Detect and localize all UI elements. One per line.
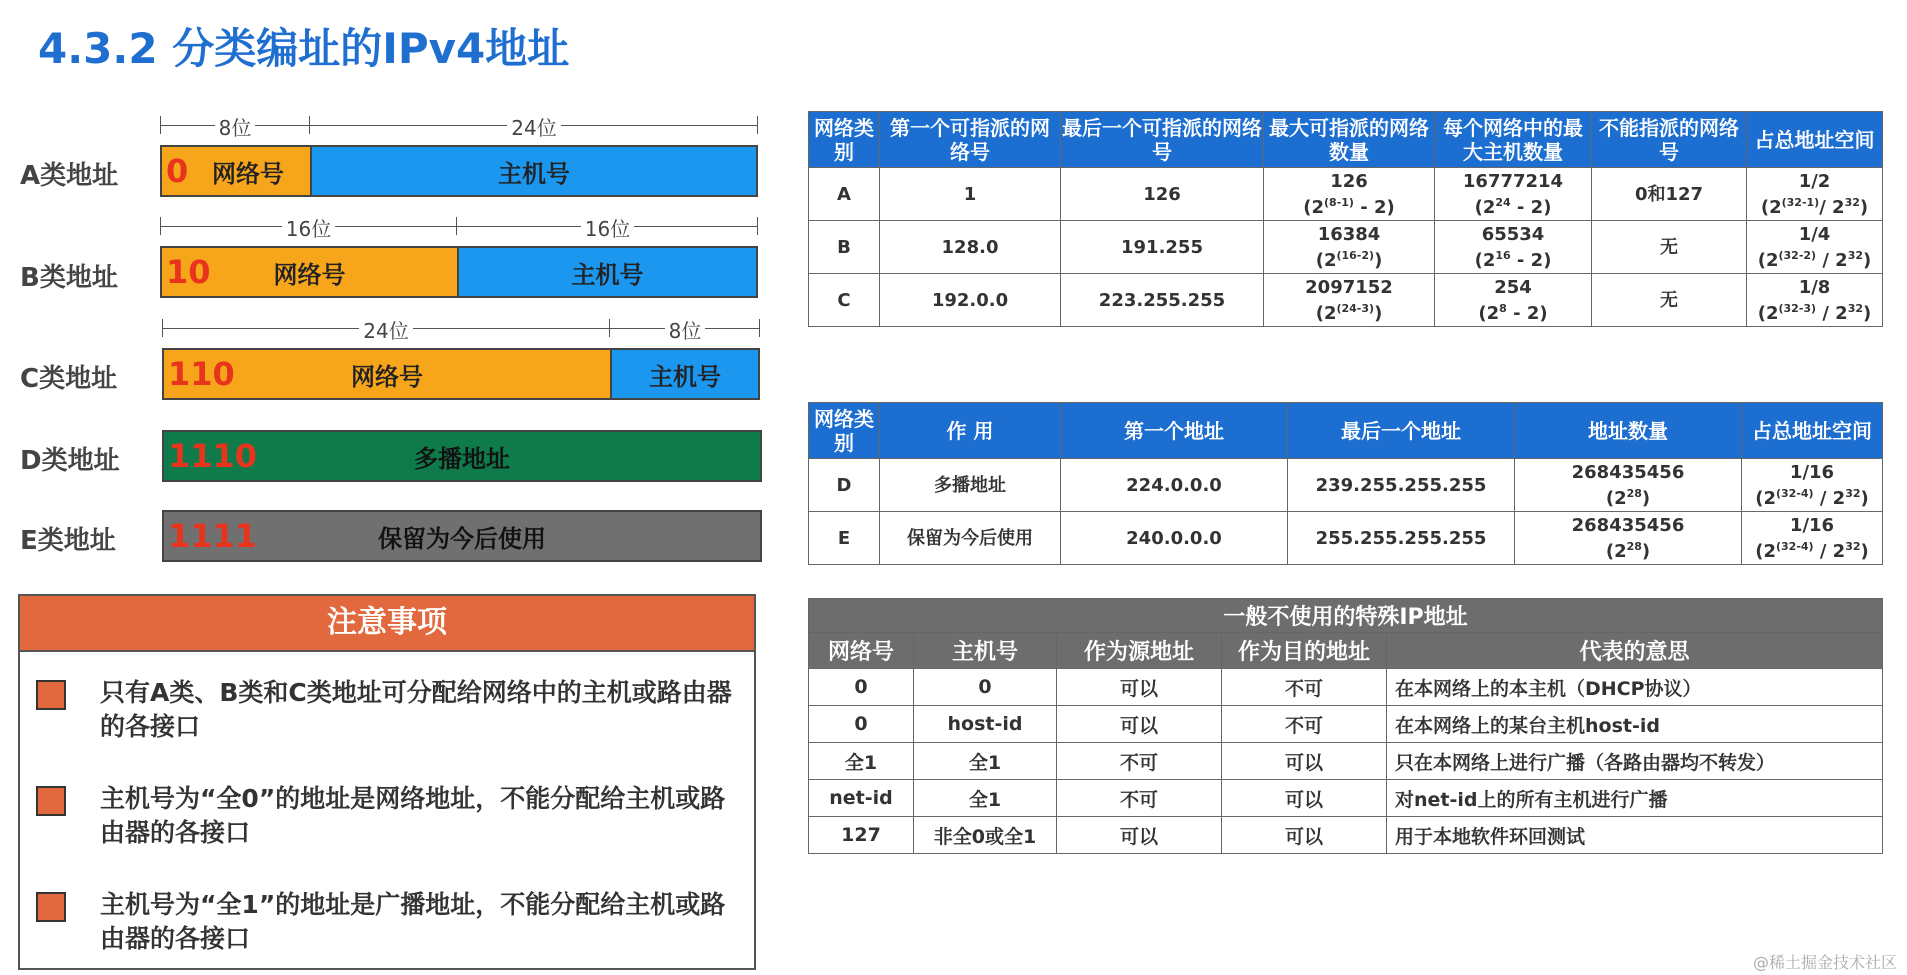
class-b-label: B类地址 (20, 263, 118, 293)
class-e-bar (162, 510, 762, 562)
class-c-net-segment: 110 网络号 (164, 350, 612, 398)
table-row: E 保留为今后使用 240.0.0.0 255.255.255.255 268435456 $(2^{28})$ 1/16 $(2^{(32-4)} / 2^{32})$ (809, 512, 1883, 565)
table-row: B 128.0 191.255 16384 (2$^{(16-2)}$) 65534 $(2^{16} - 2)$ 无 1/4 $(2^{(32-2)} / 2^{32})$ (809, 221, 1883, 274)
class-a-bits: 0 (166, 152, 189, 190)
class-c-label: C类地址 (20, 364, 118, 394)
class-c-host-dim: 8位 (610, 317, 760, 339)
class-e-label: E类地址 (20, 526, 116, 556)
class-b-bar (160, 246, 758, 298)
table-row: 0 0 可以 不可 在本网络上的本主机（DHCP协议） (809, 669, 1883, 706)
class-c-bar (162, 348, 760, 400)
class-a-host-segment: 主机号 (312, 147, 756, 195)
class-a-label: A类地址 (20, 161, 119, 191)
notes-box (18, 594, 756, 970)
note-item: 主机号为“全1”的地址是广播地址，不能分配给主机或路由器的各接口 (36, 888, 740, 956)
class-e-segment: 1111 保留为今后使用 (164, 512, 760, 560)
class-b-host-segment: 主机号 (459, 248, 756, 296)
table-row: A 1 126 126 (2$^{(8-1)}$ - 2) 16777214 $(2^{24} - 2)$ 0和127 1/2 (2$^{(32-1)}$/ $2^{32}$) (809, 168, 1883, 221)
class-b-bits: 10 (166, 253, 211, 291)
class-abc-table (808, 111, 1883, 327)
special-ip-table (808, 598, 1883, 854)
bullet-square-icon (36, 680, 66, 710)
class-c-net-dim: 24位 (162, 317, 610, 339)
class-c-host-segment: 主机号 (612, 350, 758, 398)
notes-title: 注意事项 (20, 596, 754, 652)
class-c-bits: 110 (168, 355, 235, 393)
table-row: 127 非全0或全1 可以 可以 用于本地软件环回测试 (809, 817, 1883, 854)
class-a-bar (160, 145, 758, 197)
class-b-net-segment: 10 网络号 (162, 248, 459, 296)
table-row: net-id 全1 不可 可以 对net-id上的所有主机进行广播 (809, 780, 1883, 817)
class-e-bits: 1111 (168, 517, 258, 555)
watermark: @稀土掘金技术社区 (1752, 953, 1897, 972)
bullet-square-icon (36, 786, 66, 816)
class-b-host-dim: 16位 (457, 215, 758, 237)
table-title-row: 一般不使用的特殊IP地址 (809, 599, 1883, 633)
class-b-net-dim: 16位 (160, 215, 457, 237)
note-item: 只有A类、B类和C类地址可分配给网络中的主机或路由器的各接口 (36, 676, 740, 744)
table-row: D 多播地址 224.0.0.0 239.255.255.255 268435456 $(2^{28})$ 1/16 $(2^{(32-4)} / 2^{32})$ (809, 459, 1883, 512)
table-header-row: 网络类别 作 用 第一个地址 最后一个地址 地址数量 占总地址空间 (809, 403, 1883, 459)
bullet-square-icon (36, 892, 66, 922)
class-a-host-dim: 24位 (310, 114, 758, 136)
note-item: 主机号为“全0”的地址是网络地址，不能分配给主机或路由器的各接口 (36, 782, 740, 850)
table-header-row: 网络类别 第一个可指派的网络号 最后一个可指派的网络号 最大可指派的网络数量 每个网络中的最大主机数量 不能指派的网络号 占总地址空间 (809, 112, 1883, 168)
table-header-row: 网络号 主机号 作为源地址 作为目的地址 代表的意思 (809, 633, 1883, 669)
table-row: 全1 全1 不可 可以 只在本网络上进行广播（各路由器均不转发） (809, 743, 1883, 780)
class-a-net-segment: 0 网络号 (162, 147, 312, 195)
page-title: 4.3.2 分类编址的IPv4地址 (38, 24, 570, 73)
class-d-bar (162, 430, 762, 482)
class-d-bits: 1110 (168, 437, 258, 475)
class-d-segment: 1110 多播地址 (164, 432, 760, 480)
class-d-label: D类地址 (20, 446, 120, 476)
table-row: 0 host-id 可以 不可 在本网络上的某台主机host-id (809, 706, 1883, 743)
class-de-table (808, 402, 1883, 565)
class-a-net-dim: 8位 (160, 114, 310, 136)
table-row: C 192.0.0 223.255.255 2097152 (2$^{(24-3)}$) 254 $(2^8 - 2)$ 无 1/8 $(2^{(32-3)} / 2^{32})$ (809, 274, 1883, 327)
